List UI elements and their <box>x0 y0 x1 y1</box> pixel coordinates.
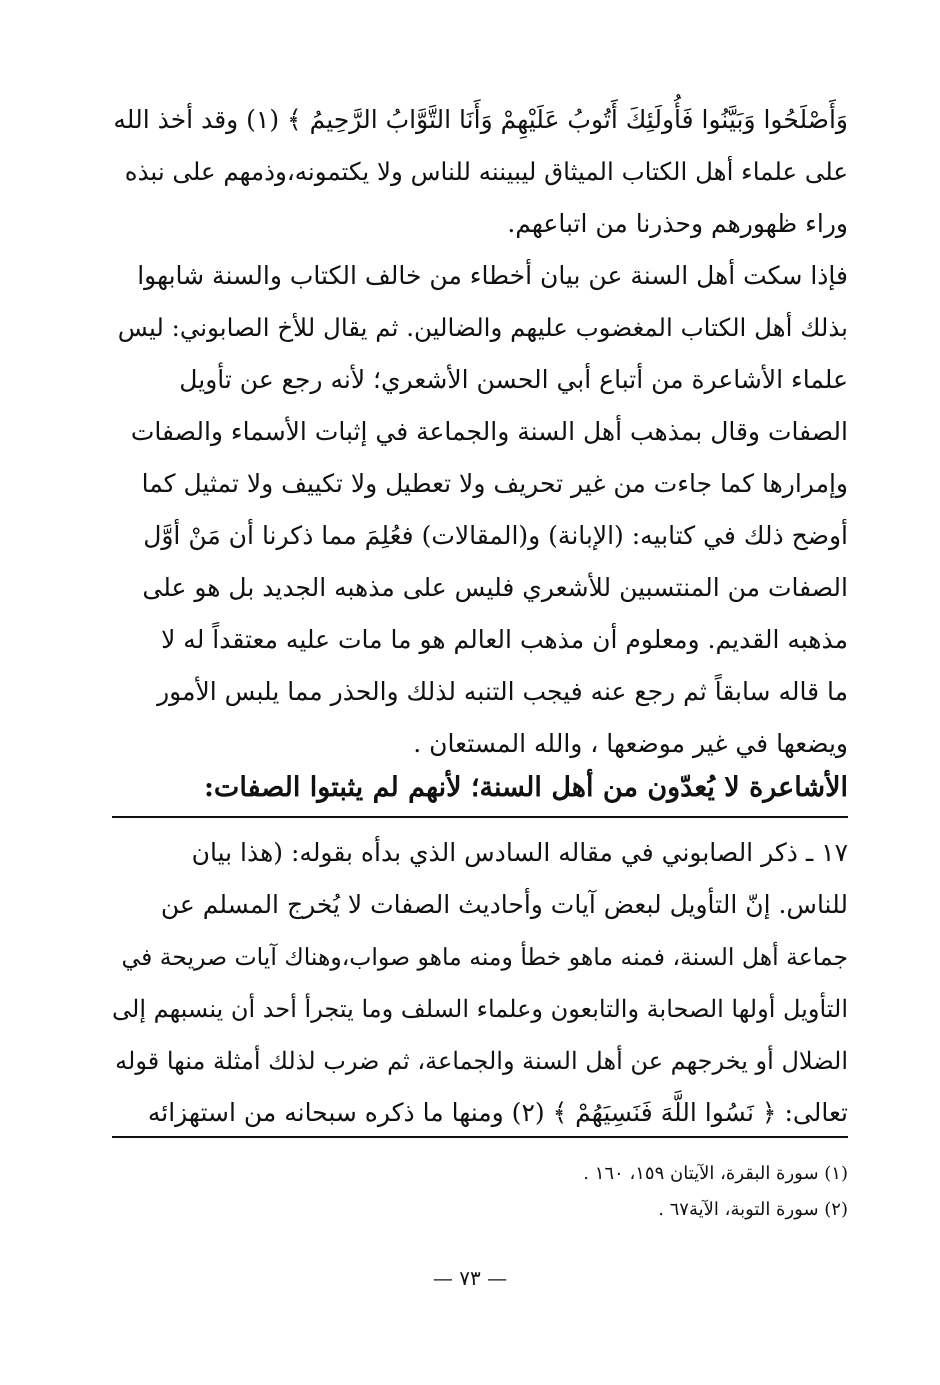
text-line: ما قاله سابقاً ثم رجع عنه فيجب التنبه لذلك والحذر مما يلبس الأمور <box>157 677 848 706</box>
page-number: — ٧٣ — <box>432 1266 508 1290</box>
footnote-1: (١) سورة البقرة، الآيتان ١٥٩، ١٦٠ . <box>583 1163 848 1184</box>
section-heading: الأشاعرة لا يُعدّون من أهل السنة؛ لأنهم لم يثبتوا الصفات: <box>112 766 848 818</box>
text-line: أوضح ذلك في كتابيه: (الإبانة) و(المقالات) فعُلِمَ مما ذكرنا أن مَنْ أوَّل <box>143 521 848 550</box>
paragraph-1 <box>112 94 848 250</box>
text-line: بذلك أهل الكتاب المغضوب عليهم والضالين. ثم يقال للأخ الصابوني: ليس <box>117 313 848 342</box>
text-line: مذهبه القديم. ومعلوم أن مذهب العالم هو ما مات عليه معتقداً له لا <box>161 625 848 654</box>
text-line: جماعة أهل السنة، فمنه ماهو خطأ ومنه ماهو صواب،وهناك آيات صريحة في <box>121 943 848 971</box>
text-line: فإذا سكت أهل السنة عن بيان أخطاء من خالف الكتاب والسنة شابهوا <box>137 261 848 290</box>
text-line: وإمرارها كما جاءت من غير تحريف ولا تعطيل ولا تكييف ولا تمثيل كما <box>141 469 848 498</box>
paragraph-3 <box>112 827 848 1139</box>
text-line: على علماء أهل الكتاب الميثاق ليبيننه للناس ولا يكتمونه،وذمهم على نبذه <box>124 157 848 186</box>
footnote-divider <box>112 1136 848 1138</box>
paragraph-2 <box>112 250 848 770</box>
text-line: وراء ظهورهم وحذرنا من اتباعهم. <box>507 209 848 238</box>
text-line: وَأَصْلَحُوا وَبَيَّنُوا فَأُولَئِكَ أَتُوبُ عَلَيْهِمْ وَأَنَا التَّوَّابُ الرَّحِيمُ ﴾ (١) وقد أخذ الله <box>113 105 848 134</box>
text-line: الصفات من المنتسبين للأشعري فليس على مذهبه الجديد بل هو على <box>142 573 848 602</box>
footnote-2: (٢) سورة التوبة، الآية٦٧ . <box>658 1199 848 1220</box>
text-line: للناس. إنّ التأويل لبعض آيات وأحاديث الصفات لا يُخرج المسلم عن <box>160 890 848 919</box>
text-line: ١٧ ـ ذكر الصابوني في مقاله السادس الذي بدأه بقوله: (هذا بيان <box>191 838 848 867</box>
text-line: الصفات وقال بمذهب أهل السنة والجماعة في إثبات الأسماء والصفات <box>130 417 848 446</box>
text-line: الضلال أو يخرجهم عن أهل السنة والجماعة، ثم ضرب لذلك أمثلة منها قوله <box>115 1047 848 1075</box>
text-line: علماء الأشاعرة من أتباع أبي الحسن الأشعري؛ لأنه رجع عن تأويل <box>179 365 848 394</box>
text-line: تعالى: ﴿ نَسُوا اللَّهَ فَنَسِيَهُمْ ﴾ (٢) ومنها ما ذكره سبحانه من استهزائه <box>147 1098 848 1127</box>
text-line: التأويل أولها الصحابة والتابعون وعلماء السلف وما يتجرأ أحد أن ينسبهم إلى <box>112 995 848 1023</box>
footnotes <box>112 1156 848 1228</box>
text-line: ويضعها في غير موضعها ، والله المستعان . <box>413 729 848 758</box>
